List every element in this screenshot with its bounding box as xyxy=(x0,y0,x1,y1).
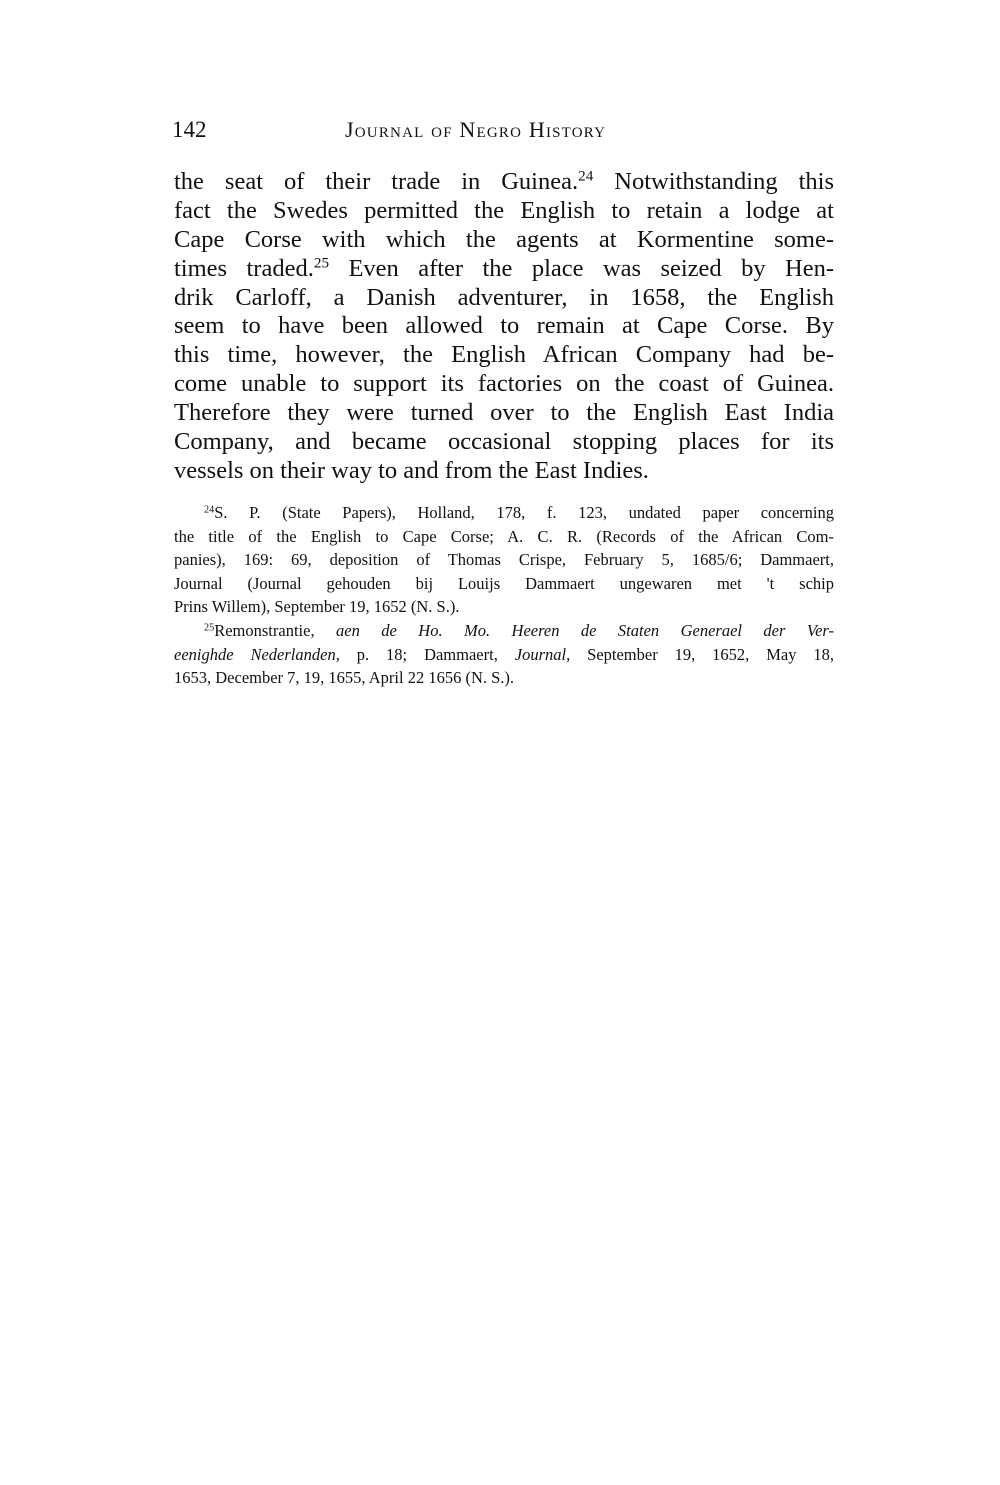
body-line-1: the seat of their trade in Guinea.$^{24}$ Notwithstanding this xyxy=(174,167,834,195)
footnote-24-line-4: Journal (Journal gehouden bij Louijs Dammaert ungewaren met 't schip xyxy=(174,573,834,593)
body-line-11: vessels on their way to and from the East Indies. xyxy=(174,456,649,484)
footnote-24 xyxy=(174,501,834,619)
footnote-24-marker: 24 xyxy=(204,504,215,516)
footnote-25-marker: 25 xyxy=(204,622,215,634)
footnote-ref-25: 25 xyxy=(313,254,330,272)
body-line-4: times traded.$^{25}$ Even after the place was seized by Hen- xyxy=(174,254,834,282)
footnote-25 xyxy=(174,619,834,690)
body-line-3: Cape Corse with which the agents at Kormentine some- xyxy=(174,225,834,253)
body-line-10: Company, and became occasional stopping places for its xyxy=(174,428,834,456)
body-line-6: seem to have been allowed to remain at Cape Corse. By xyxy=(174,312,834,340)
footnote-24-line-3: panies), 169: 69, deposition of Thomas Crispe, February 5, 1685/6; Dammaert, xyxy=(174,550,834,570)
footnote-ref-24: 24 xyxy=(578,167,594,185)
footnotes xyxy=(174,501,834,690)
footnote-25-line-2: eenighde Nederlanden, p. 18; Dammaert, Journal, September 19, 1652, May 18, xyxy=(174,644,835,664)
footnote-25-line-3: 1653, December 7, 19, 1655, April 22 1656 (N. S.). xyxy=(174,668,515,688)
running-head xyxy=(172,113,834,147)
body-line-9: Therefore they were turned over to the English East India xyxy=(174,399,834,427)
footnote-24-line-2: the title of the English to Cape Corse; A. C. R. (Records of the African Com- xyxy=(174,526,834,546)
footnote-24-line-5: Prins Willem), September 19, 1652 (N. S.). xyxy=(174,597,460,617)
body-line-5: drik Carloff, a Danish adventurer, in 1658, the English xyxy=(174,283,834,311)
journal-title: Journal of Negro History xyxy=(345,117,607,142)
body-line-7: this time, however, the English African Company had be- xyxy=(174,341,834,369)
body-line-8: come unable to support its factories on the coast of Guinea. xyxy=(174,370,834,398)
footnote-24-line-1: $^{24}$S. P. (State Papers), Holland, 178, f. 123, undated paper concerning xyxy=(204,503,834,522)
body-line-2: fact the Swedes permitted the English to retain a lodge at xyxy=(174,196,834,224)
footnote-25-line-1: $^{25}$Remonstrantie, aen de Ho. Mo. Heeren de Staten Generael der Ver- xyxy=(204,620,834,640)
body-paragraph xyxy=(174,168,834,486)
page-number: 142 xyxy=(172,117,207,142)
